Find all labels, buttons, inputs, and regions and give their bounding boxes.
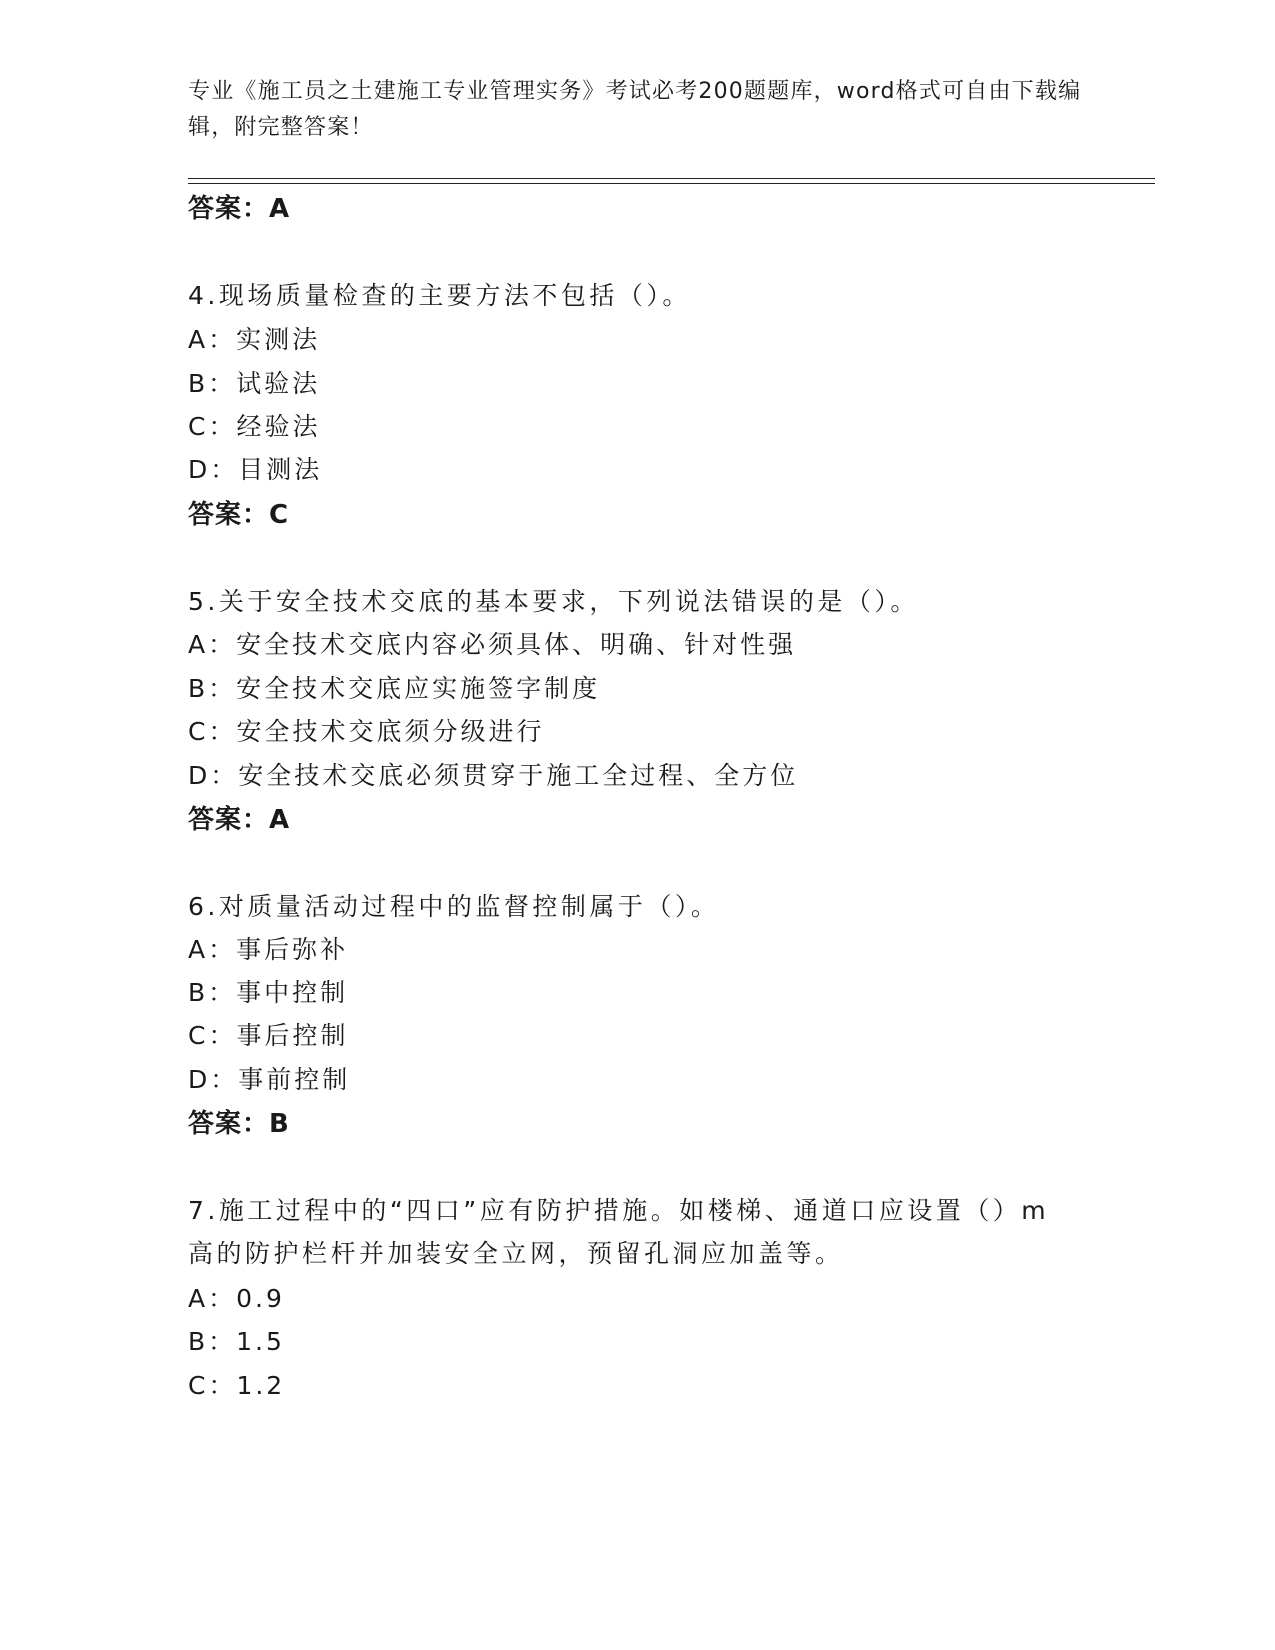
question-4: 4.现场质量检查的主要方法不包括（）。: [188, 281, 691, 310]
question-7-line-1: 7.施工过程中的“四口”应有防护措施。如楼梯、通道口应设置（）m: [188, 1196, 1050, 1225]
q4-option-b: B：试验法: [188, 369, 321, 398]
q6-option-c: C：事后控制: [188, 1021, 349, 1050]
header-divider-bottom: [188, 183, 1155, 184]
q7-option-a: A：0.9: [188, 1284, 285, 1313]
q5-option-c: C：安全技术交底须分级进行: [188, 717, 545, 746]
q6-option-b: B：事中控制: [188, 978, 349, 1007]
q5-option-a: A：安全技术交底内容必须具体、明确、针对性强: [188, 630, 797, 659]
answer-q3: 答案：A: [188, 194, 291, 224]
answer-q5: 答案：A: [188, 805, 291, 835]
q4-option-c: C：经验法: [188, 412, 321, 441]
answer-q6: 答案：B: [188, 1109, 290, 1139]
q7-option-b: B：1.5: [188, 1327, 285, 1356]
q5-option-d: D：安全技术交底必须贯穿于施工全过程、全方位: [188, 761, 799, 790]
question-6: 6.对质量活动过程中的监督控制属于（）。: [188, 892, 720, 921]
document-header: 专业《施工员之土建施工专业管理实务》考试必考200题题库，word格式可自由下载编辑，附完整答案！: [188, 79, 1082, 140]
header-divider-top: [188, 178, 1155, 179]
q6-option-a: A：事后弥补: [188, 935, 349, 964]
question-5: 5.关于安全技术交底的基本要求，下列说法错误的是（）。: [188, 587, 919, 616]
q7-option-c: C：1.2: [188, 1371, 286, 1400]
q6-option-d: D：事前控制: [188, 1065, 351, 1094]
question-7-line-2: 高的防护栏杆并加装安全立网，预留孔洞应加盖等。: [188, 1239, 844, 1268]
q4-option-d: D：目测法: [188, 455, 323, 484]
answer-q4: 答案：C: [188, 500, 290, 530]
q5-option-b: B：安全技术交底应实施签字制度: [188, 674, 601, 703]
q4-option-a: A：实测法: [188, 325, 321, 354]
